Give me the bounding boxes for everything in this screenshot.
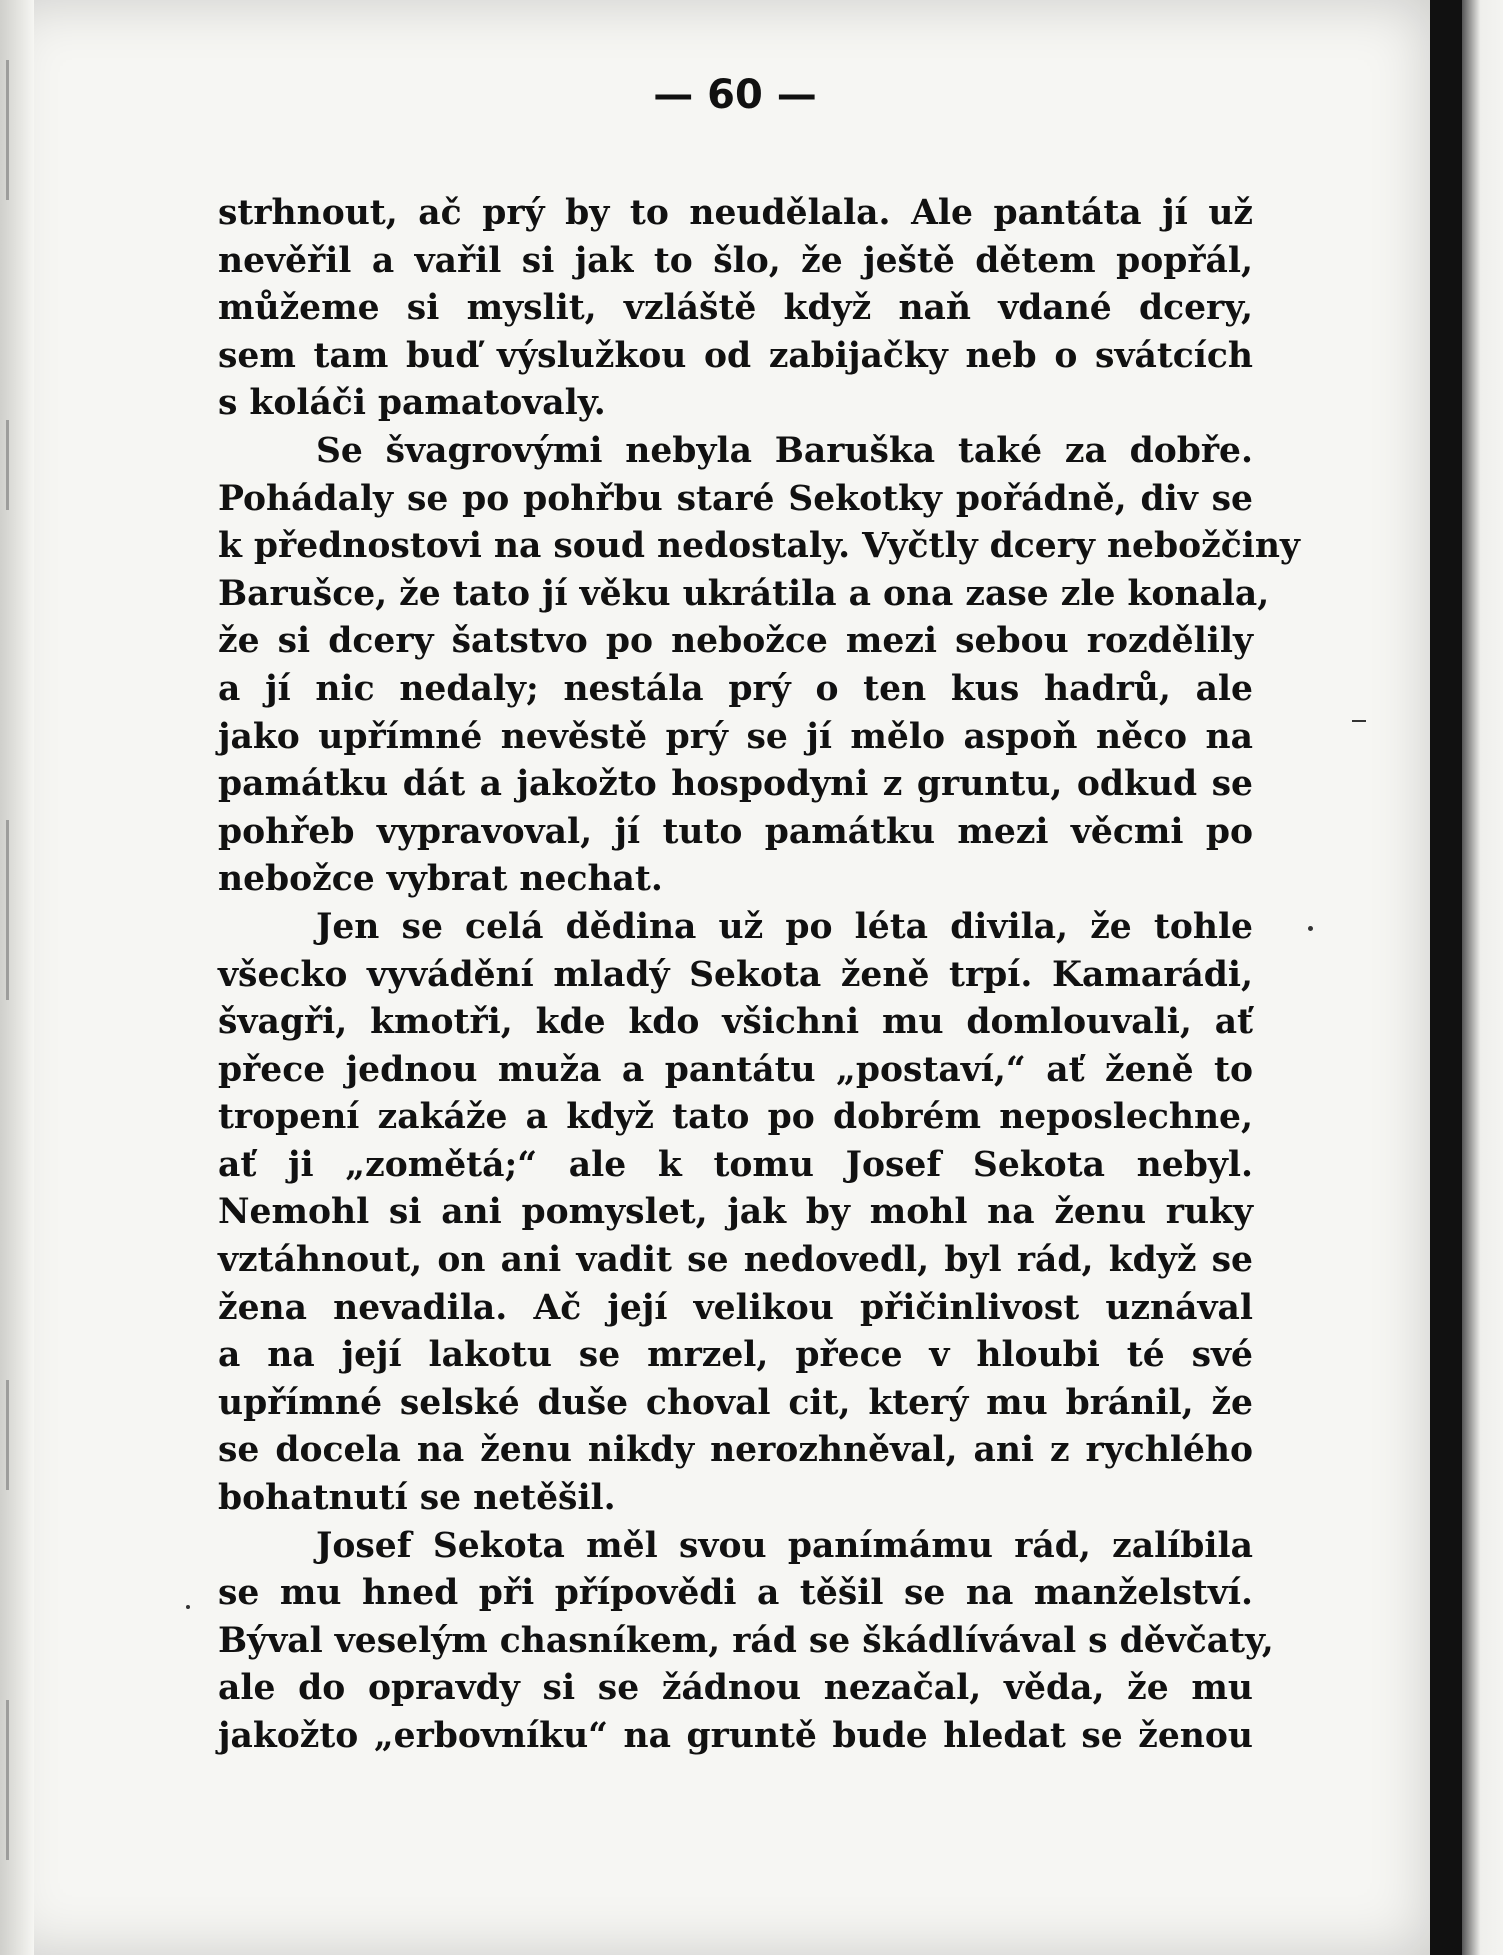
text-line: Nemohl si ani pomyslet, jak by mohl na ženu ruky <box>218 1192 1253 1233</box>
stray-mark <box>1352 720 1366 722</box>
text-line: vztáhnout, on ani vadit se nedovedl, byl rád, když se <box>218 1240 1253 1281</box>
text-line: Býval veselým chasníkem, rád se škádlívával s děvčaty, <box>218 1620 1274 1661</box>
text-line: jako upřímné nevěstě prý se jí mělo aspoň něco na <box>218 716 1253 757</box>
page-number: — 60 — <box>653 72 817 118</box>
text-line: upřímné selské duše choval cit, který mu bránil, že <box>218 1382 1253 1423</box>
text-line: se docela na ženu nikdy nerozhněval, ani z rychlého <box>218 1430 1253 1471</box>
text-line: a na její lakotu se mrzel, přece v hloubi té své <box>218 1335 1253 1376</box>
stray-mark <box>186 1605 190 1609</box>
text-line: Josef Sekota měl svou panímámu rád, zalíbila <box>316 1525 1253 1566</box>
text-line: Barušce, že tato jí věku ukrátila a ona zase zle konala, <box>218 573 1270 614</box>
text-line: můžeme si myslit, vzláště když naň vdané dcery, <box>218 288 1253 329</box>
text-line: památku dát a jakožto hospodyni z gruntu, odkud se <box>218 764 1253 805</box>
text-line: s koláči pamatovaly. <box>218 383 606 424</box>
text-line: se mu hned při přípovědi a těšil se na manželství. <box>218 1573 1253 1614</box>
text-line: že si dcery šatstvo po nebožce mezi sebou rozdělily <box>218 621 1253 662</box>
text-line: ale do opravdy si se žádnou nezačal, věda, že mu <box>218 1668 1253 1709</box>
gutter-mark <box>6 820 9 1000</box>
gutter-mark <box>6 420 9 510</box>
text-line: všecko vyvádění mladý Sekota ženě trpí. Kamarádi, <box>218 954 1253 995</box>
text-line: přece jednou muža a pantátu „postaví,“ ať ženě to <box>218 1049 1253 1090</box>
gutter-mark <box>6 1380 9 1490</box>
text-line: strhnout, ač prý by to neudělala. Ale pantáta jí už <box>218 193 1253 233</box>
text-line: a jí nic nedaly; nestála prý o ten kus hadrů, ale <box>218 668 1253 709</box>
text-line: ať ji „zomětá;“ ale k tomu Josef Sekota nebyl. <box>218 1144 1253 1185</box>
text-line: jakožto „erbovníku“ na gruntě bude hledat se ženou <box>218 1716 1253 1756</box>
adjacent-page-edge <box>1462 0 1503 1955</box>
body-text <box>218 190 1300 1761</box>
text-line: Pohádaly se po pohřbu staré Sekotky pořádně, div se <box>218 478 1253 519</box>
text-line: tropení zakáže a když tato po dobrém neposlechne, <box>218 1097 1253 1138</box>
page-gutter <box>0 0 34 1955</box>
stray-mark <box>1308 926 1313 931</box>
text-line: bohatnutí se netěšil. <box>218 1478 616 1519</box>
text-line: švagři, kmotři, kde kdo všichni mu domlouvali, ať <box>218 1002 1253 1043</box>
text-line: nevěřil a vařil si jak to šlo, že ještě dětem popřál, <box>218 240 1253 281</box>
text-line: Jen se celá dědina už po léta divila, že tohle <box>316 906 1253 947</box>
text-line: sem tam buď výslužkou od zabijačky neb o svátcích <box>218 335 1253 376</box>
text-line: žena nevadila. Ač její velikou přičinlivost uznával <box>218 1287 1253 1328</box>
text-line: nebožce vybrat nechat. <box>218 859 663 900</box>
text-line: k přednostovi na soud nedostaly. Vyčtly dcery nebožčiny <box>218 526 1300 567</box>
text-line: pohřeb vypravoval, jí tuto památku mezi věcmi po <box>218 811 1253 852</box>
text-line: Se švagrovými nebyla Baruška také za dobře. <box>316 430 1253 471</box>
gutter-mark <box>6 1700 9 1860</box>
